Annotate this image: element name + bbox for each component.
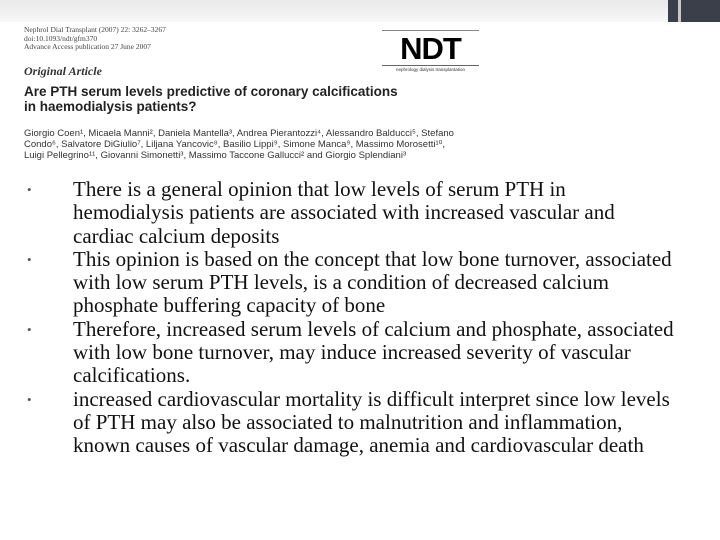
article-header-image xyxy=(20,26,490,176)
bullet-marker: • xyxy=(27,251,32,267)
slide-corner-accent xyxy=(668,0,720,22)
bullet-list xyxy=(26,178,676,458)
slide-top-bar xyxy=(0,0,720,22)
bullet-text: This opinion is based on the concept that low bone turnover, associated with low serum PTH levels, is a condition of decreased calcium phosphate buffering capacity of bone xyxy=(73,246,672,318)
bullet-item xyxy=(26,248,676,318)
bullet-text: There is a general opinion that low levels of serum PTH in hemodialysis patients are associated with increased vascular and cardiac calcium deposits xyxy=(73,177,615,248)
bullet-marker: • xyxy=(27,182,32,197)
journal-citation xyxy=(24,26,264,52)
section-label: Original Article xyxy=(24,64,102,78)
ndt-logo-tagline: nephrology dialysis transplantation xyxy=(382,65,479,72)
journal-doi-line: doi:10.1093/ndt/gfm370 xyxy=(24,33,98,43)
bullet-text: Therefore, increased serum levels of calcium and phosphate, associated with low bone turnover, may induce increased severity of vascular calcifications. xyxy=(73,316,674,388)
bullet-marker: • xyxy=(27,321,32,337)
journal-citation-line: Nephrol Dial Transplant (2007) 22: 3262–3267 xyxy=(24,25,166,34)
ndt-logo-wordmark: NDT xyxy=(400,31,461,66)
bullet-marker: • xyxy=(27,391,32,407)
bullet-item xyxy=(26,388,676,458)
bullet-item xyxy=(26,318,676,388)
article-title: Are PTH serum levels predictive of coronary calcifications in haemodialysis patients? xyxy=(24,84,398,114)
article-authors: Giorgio Coen¹, Micaela Manni², Daniela Mantella³, Andrea Pierantozzi⁴, Alessandro Balducci⁵, Stefano Condo⁶, Salvatore DiGiulio⁷, Liljana Yancovic⁸, Basilio Lippi⁹, Simone Manca⁹, Massimo Morosetti¹⁰, Luigi Pellegrino¹¹, Giovanni Simonetti³, Massimo Taccone Gallucci² and Giorgio Splendiani³ xyxy=(24,128,454,161)
ndt-logo xyxy=(382,30,479,73)
bullet-text: increased cardiovascular mortality is difficult interpret since low levels of PTH may also be associated to malnutrition and inflammation, known causes of vascular damage, anemia and cardiovascular death xyxy=(73,386,670,458)
bullet-item xyxy=(26,178,676,248)
journal-publication-line: Advance Access publication 27 June 2007 xyxy=(24,42,151,51)
